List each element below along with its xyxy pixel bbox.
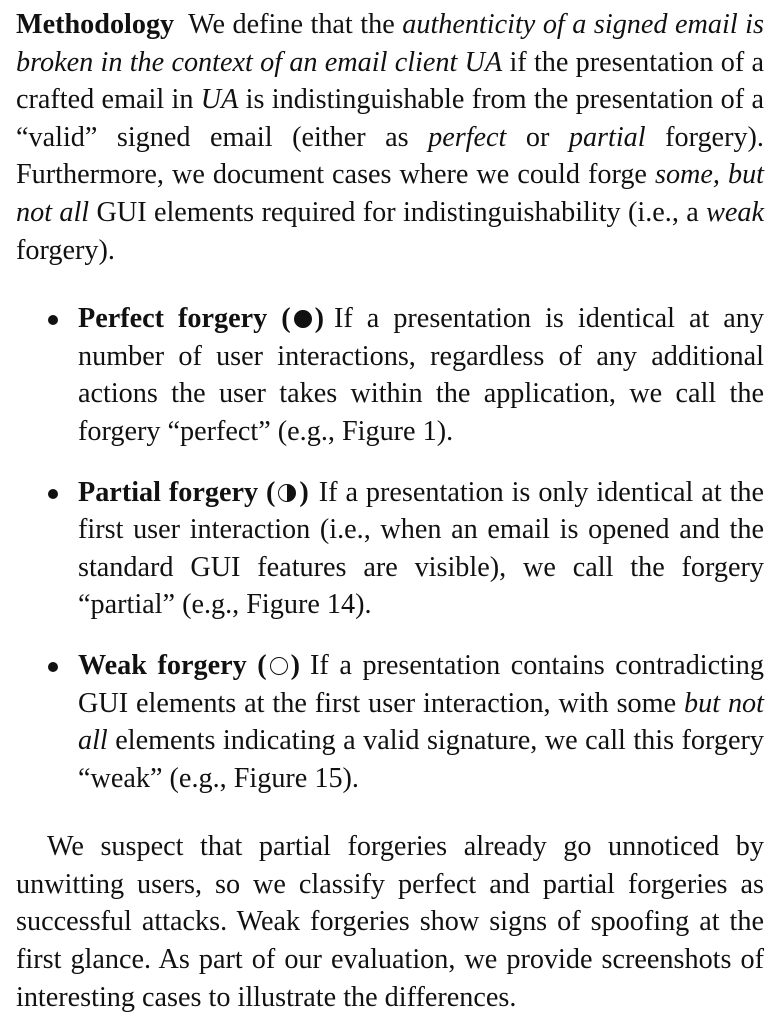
bullet-text: If a presentation is identical at any number of user interactions, regardless of any additional actions the user takes within the application, we call the forgery “perfect” (e.g., Figure 1). (78, 303, 764, 447)
methodology-emphasis: some, but not all (16, 159, 765, 228)
methodology-paragraph (16, 6, 764, 269)
forgery-list (16, 300, 764, 797)
bullet-title: Weak forgery ( ) (78, 649, 301, 681)
bullet-emphasis: but not all (78, 687, 764, 757)
bullet-title-text: Partial forgery (78, 476, 259, 508)
methodology-text: or (506, 121, 569, 153)
filled-circle-icon (294, 310, 312, 328)
bullet-text: If a presentation is only identical at the first user interaction (i.e., when an email is opened and the standard GUI features are visible), we call the forgery “partial” (e.g., Figure 14). (78, 476, 765, 621)
bullet-dot-icon (48, 662, 58, 672)
methodology-emphasis: authenticity of a signed email is broken in the context of an email client UA (16, 9, 764, 78)
methodology-emphasis: UA (200, 84, 239, 116)
methodology-text: GUI elements required for indistinguishability (i.e., a (89, 196, 707, 228)
methodology-emphasis: weak (706, 196, 765, 228)
bullet-dot-icon (48, 489, 58, 499)
bullet-title: Partial forgery ( ) (78, 476, 309, 508)
bullet-text-part: elements indicating a valid signature, we call this forgery “weak” (e.g., Figure 15). (78, 725, 764, 794)
methodology-emphasis: perfect (428, 121, 507, 153)
half-filled-circle-icon (278, 484, 296, 502)
methodology-text: forgery). (16, 234, 115, 266)
methodology-text: is indistinguishable from the presentation of a “valid” signed email (either as (16, 84, 764, 153)
bullet-title-text: Weak forgery (78, 649, 247, 681)
bullet-title-text: Perfect forgery (78, 303, 268, 335)
bullet-title: Perfect forgery ( ) (78, 303, 325, 335)
methodology-emphasis: partial (568, 121, 646, 153)
methodology-text: if the presentation of a crafted email in (16, 46, 764, 116)
page-body (16, 6, 764, 1016)
empty-circle-icon (270, 657, 288, 675)
conclusion-paragraph: We suspect that partial forgeries already go unnoticed by unwitting users, so we classify perfect and partial forgeries as successful attacks. Weak forgeries show signs of spoofing at the first glance. As part of our evaluation, we provide screenshots of interesting cases to illustrate the differences. (16, 831, 764, 1013)
bullet-dot-icon (48, 315, 58, 325)
list-item-partial-forgery (16, 474, 764, 624)
list-item-perfect-forgery (16, 300, 764, 450)
methodology-text: We define that the (188, 9, 403, 40)
methodology-heading: Methodology (16, 9, 175, 40)
list-item-weak-forgery (16, 647, 764, 797)
methodology-text: forgery). Furthermore, we document cases where we could forge (16, 121, 764, 191)
bullet-text-part: If a presentation contains contradicting GUI elements at the first user interaction, with some (78, 649, 764, 719)
